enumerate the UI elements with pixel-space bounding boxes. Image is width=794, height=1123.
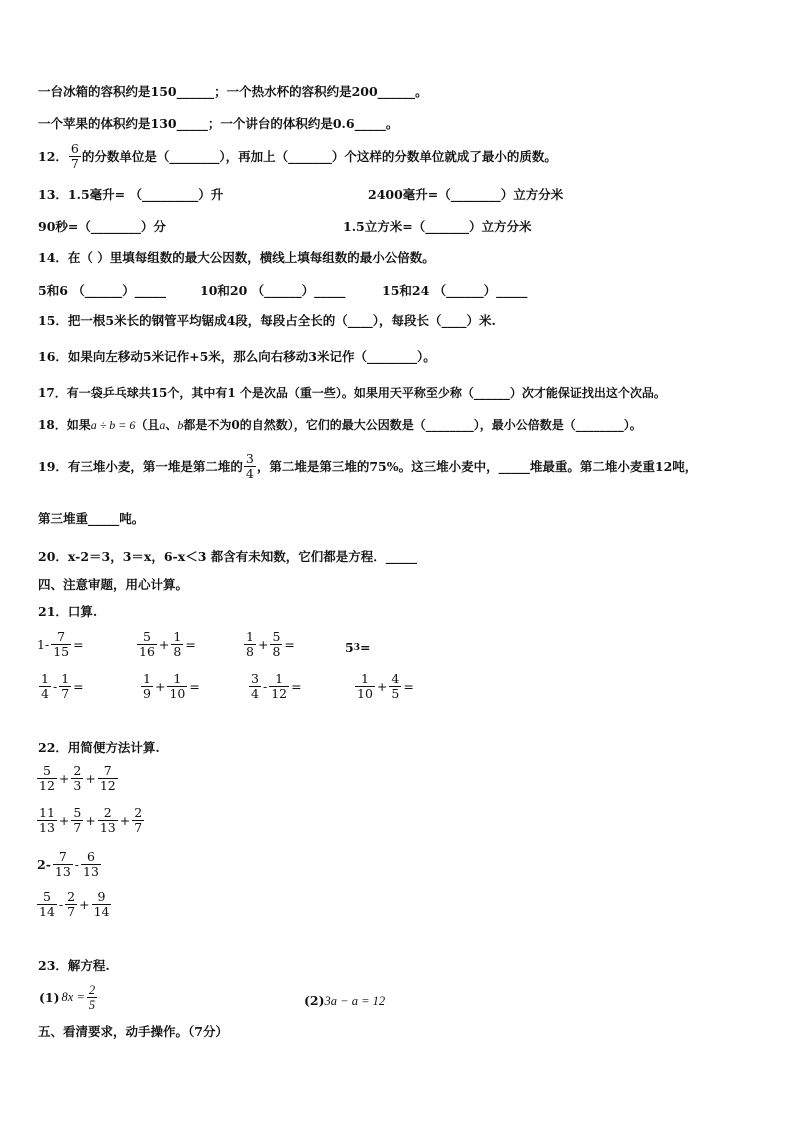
calc-8-frac-b	[389, 672, 401, 701]
calc-7-operator: -	[262, 679, 268, 694]
num: 2	[88, 983, 96, 997]
calc-1-frac	[51, 630, 71, 659]
calc-6-operator: +	[154, 679, 166, 694]
expr-1-frac-c	[98, 764, 118, 793]
equation-1-label: (1)	[39, 990, 60, 1005]
expr-1	[36, 764, 119, 793]
question-16: 16．如果向左移动5米记作+5米，那么向右移动3米记作（________）。	[38, 349, 436, 364]
q12-fraction	[69, 142, 81, 171]
expr-2-op2: +	[85, 813, 96, 828]
expr-1-op2: +	[85, 771, 96, 786]
num: 2	[67, 889, 76, 904]
question-14: 14．在（ ）里填每组数的最大公因数，横线上填每组数的最小公倍数。	[38, 250, 435, 265]
calc-8-equals: =	[403, 679, 414, 694]
expr-1-frac-b	[71, 764, 83, 793]
calc-2-frac-b	[171, 630, 183, 659]
den: 5	[88, 998, 96, 1012]
calc-8	[354, 672, 415, 701]
q18-separator: 、	[165, 418, 178, 432]
calc-3-frac-a	[244, 630, 256, 659]
num: 9	[97, 889, 106, 904]
calc-5	[38, 672, 85, 701]
question-19	[38, 452, 697, 481]
den: 13	[39, 820, 55, 835]
num: 1	[275, 671, 284, 686]
q19-text: ，第二堆是第三堆的75%。这三堆小麦中，_____堆最重。第二堆小麦重12吨，	[256, 458, 698, 474]
q13-left: 13．1.5毫升= （_________）升	[38, 187, 224, 202]
equation-1-frac	[87, 983, 97, 1012]
q14-group-a: 5和6 （______）_____	[38, 283, 166, 298]
den: 5	[391, 686, 400, 701]
expr-3-frac-a	[53, 850, 73, 879]
num: 1	[143, 671, 151, 686]
q19-continuation: 第三堆重_____吨。	[38, 511, 145, 526]
calc-3	[243, 630, 296, 659]
question-12	[38, 142, 557, 171]
question-20: 20．x-2＝3，3＝x，6-x＜3 都含有未知数，它们都是方程．_____	[38, 549, 417, 564]
num: 7	[103, 763, 112, 778]
num: 3	[251, 671, 259, 686]
den: 12	[39, 778, 55, 793]
num: 5	[42, 763, 51, 778]
den: 4	[251, 686, 259, 701]
num: 5	[272, 629, 281, 644]
den: 4	[41, 686, 49, 701]
question-18	[38, 417, 642, 433]
num: 2	[134, 805, 143, 820]
den: 13	[99, 820, 116, 835]
expr-2-op1: +	[58, 813, 70, 828]
expr-2-frac-a	[37, 806, 57, 835]
question-22: 22．用简便方法计算.	[38, 740, 160, 755]
q18-equation: a ÷ b = 6	[90, 418, 136, 432]
calc-2-equals: =	[185, 637, 196, 652]
q12-frac-den: 7	[70, 156, 79, 171]
expr-4-frac-b	[65, 890, 77, 919]
calc-4-base: 5	[345, 640, 354, 655]
question-23: 23．解方程.	[38, 958, 110, 973]
equation-1-lhs: 8x =	[61, 990, 85, 1004]
q18-var-a: a	[159, 418, 166, 432]
den: 7	[61, 686, 70, 701]
expr-4-frac-c	[92, 890, 112, 919]
num: 5	[73, 805, 82, 820]
q18-prefix: 18．如果	[38, 418, 91, 432]
calc-5-equals: =	[73, 679, 84, 694]
den: 12	[99, 778, 116, 793]
q13-right: 2400毫升=（________）立方分米	[368, 187, 564, 202]
calc-4-equals: =	[359, 640, 371, 655]
num: 7	[58, 849, 67, 864]
calc-4	[345, 640, 370, 655]
calc-2-frac-a	[137, 630, 157, 659]
calc-7-equals: =	[291, 679, 302, 694]
den: 14	[39, 904, 55, 919]
expr-4-frac-a	[37, 890, 57, 919]
question-21: 21．口算.	[38, 604, 98, 619]
line-fridge-cup: 一台冰箱的容积约是150______；一个热水杯的容积约是200______。	[38, 84, 428, 99]
den: 7	[134, 820, 143, 835]
calc-1	[36, 630, 85, 659]
equation-2-expression: 3a − a = 12	[324, 994, 386, 1008]
q13b-right: 1.5立方米=（_______）立方分米	[343, 219, 532, 234]
den: 9	[143, 686, 151, 701]
q18-text-b: （且	[135, 418, 160, 432]
q19-prefix: 19．有三堆小麦，第一堆是第二堆的	[38, 458, 243, 474]
q13b-left: 90秒=（________）分	[38, 219, 166, 234]
calc-7-frac-b	[269, 672, 289, 701]
den: 13	[83, 864, 99, 879]
num: 2	[103, 805, 112, 820]
calc-5-frac-a	[39, 672, 51, 701]
den: 7	[67, 904, 76, 919]
q12-text: 的分数单位是（________），再加上（_______）个这样的分数单位就成了最小的质数。	[81, 148, 557, 164]
q14-group-b: 10和20 （______）_____	[200, 283, 346, 298]
den: 8	[173, 644, 182, 659]
num: 1	[173, 629, 182, 644]
expr-2-frac-b	[71, 806, 83, 835]
q14-group-c: 15和24 （______）_____	[382, 283, 528, 298]
calc-8-frac-a	[355, 672, 375, 701]
num: 5	[142, 629, 151, 644]
equation-2-label: (2)	[304, 993, 325, 1008]
num: 11	[39, 805, 55, 820]
den: 8	[272, 644, 281, 659]
question-17: 17．有一袋乒乓球共15个，其中有1 个是次品（重一些）。如果用天平称至少称（______）次才能保证找出这个次品。	[38, 386, 666, 400]
expr-4	[36, 890, 112, 919]
calc-5-frac-b	[59, 672, 71, 701]
num: 4	[391, 671, 400, 686]
calc-6-frac-b	[167, 672, 187, 701]
den: 10	[169, 686, 186, 701]
expr-3-prefix: 2-	[37, 857, 51, 872]
q12-number: 12．	[38, 148, 68, 164]
q19-frac-den: 4	[245, 466, 254, 481]
equation-2	[304, 993, 385, 1009]
calc-8-operator: +	[376, 679, 388, 694]
q18-text-c: 都是不为0的自然数），它们的最大公因数是（________），最小公倍数是（________）。	[183, 418, 642, 432]
calc-6-equals: =	[189, 679, 200, 694]
calc-3-equals: =	[284, 637, 295, 652]
den: 16	[139, 644, 155, 659]
expr-1-op1: +	[58, 771, 70, 786]
expr-4-op1: -	[58, 897, 64, 912]
num: 1	[61, 671, 70, 686]
num: 2	[73, 763, 82, 778]
calc-4-exponent: 3	[353, 642, 360, 653]
num: 7	[57, 629, 66, 644]
calc-7-frac-a	[249, 672, 261, 701]
equation-1	[38, 983, 98, 1012]
section-4-heading: 四、注意审题，用心计算。	[38, 577, 189, 592]
line-apple-podium: 一个苹果的体积约是130_____；一个讲台的体积约是0.6_____。	[38, 116, 399, 131]
section-5-heading: 五、看清要求，动手操作。（7分）	[38, 1024, 228, 1039]
calc-2-operator: +	[158, 637, 170, 652]
expr-3-frac-b	[81, 850, 101, 879]
num: 1	[246, 629, 254, 644]
expr-1-frac-a	[37, 764, 57, 793]
expr-3-op1: -	[74, 857, 80, 872]
expr-2-frac-d	[132, 806, 144, 835]
num: 1	[41, 671, 49, 686]
den: 14	[93, 904, 110, 919]
calc-7	[248, 672, 303, 701]
den: 13	[54, 864, 71, 879]
calc-1-equals: =	[73, 637, 84, 652]
expr-2-op3: +	[119, 813, 131, 828]
calc-6	[140, 672, 201, 701]
expr-4-op2: +	[79, 897, 90, 912]
calc-1-prefix: 1-	[37, 637, 50, 652]
expr-2-frac-c	[98, 806, 118, 835]
den: 7	[73, 820, 82, 835]
question-15: 15．把一根5米长的钢管平均锯成4段，每段占全长的（____），每段长（____）米.	[38, 313, 496, 328]
q19-fraction	[244, 452, 256, 481]
num: 1	[173, 671, 182, 686]
calc-2	[136, 630, 197, 659]
expr-2	[36, 806, 145, 835]
den: 10	[357, 686, 373, 701]
q19-frac-num: 3	[245, 451, 254, 466]
calc-3-frac-b	[270, 630, 282, 659]
den: 8	[246, 644, 254, 659]
calc-3-operator: +	[257, 637, 269, 652]
den: 15	[53, 644, 70, 659]
num: 1	[360, 671, 369, 686]
q18-var-b: b	[177, 418, 184, 432]
expr-3	[36, 850, 102, 879]
den: 12	[271, 686, 288, 701]
num: 6	[87, 849, 95, 864]
q12-frac-num: 6	[70, 141, 79, 156]
den: 3	[73, 778, 82, 793]
calc-5-operator: -	[52, 679, 58, 694]
calc-6-frac-a	[141, 672, 153, 701]
num: 5	[42, 889, 51, 904]
